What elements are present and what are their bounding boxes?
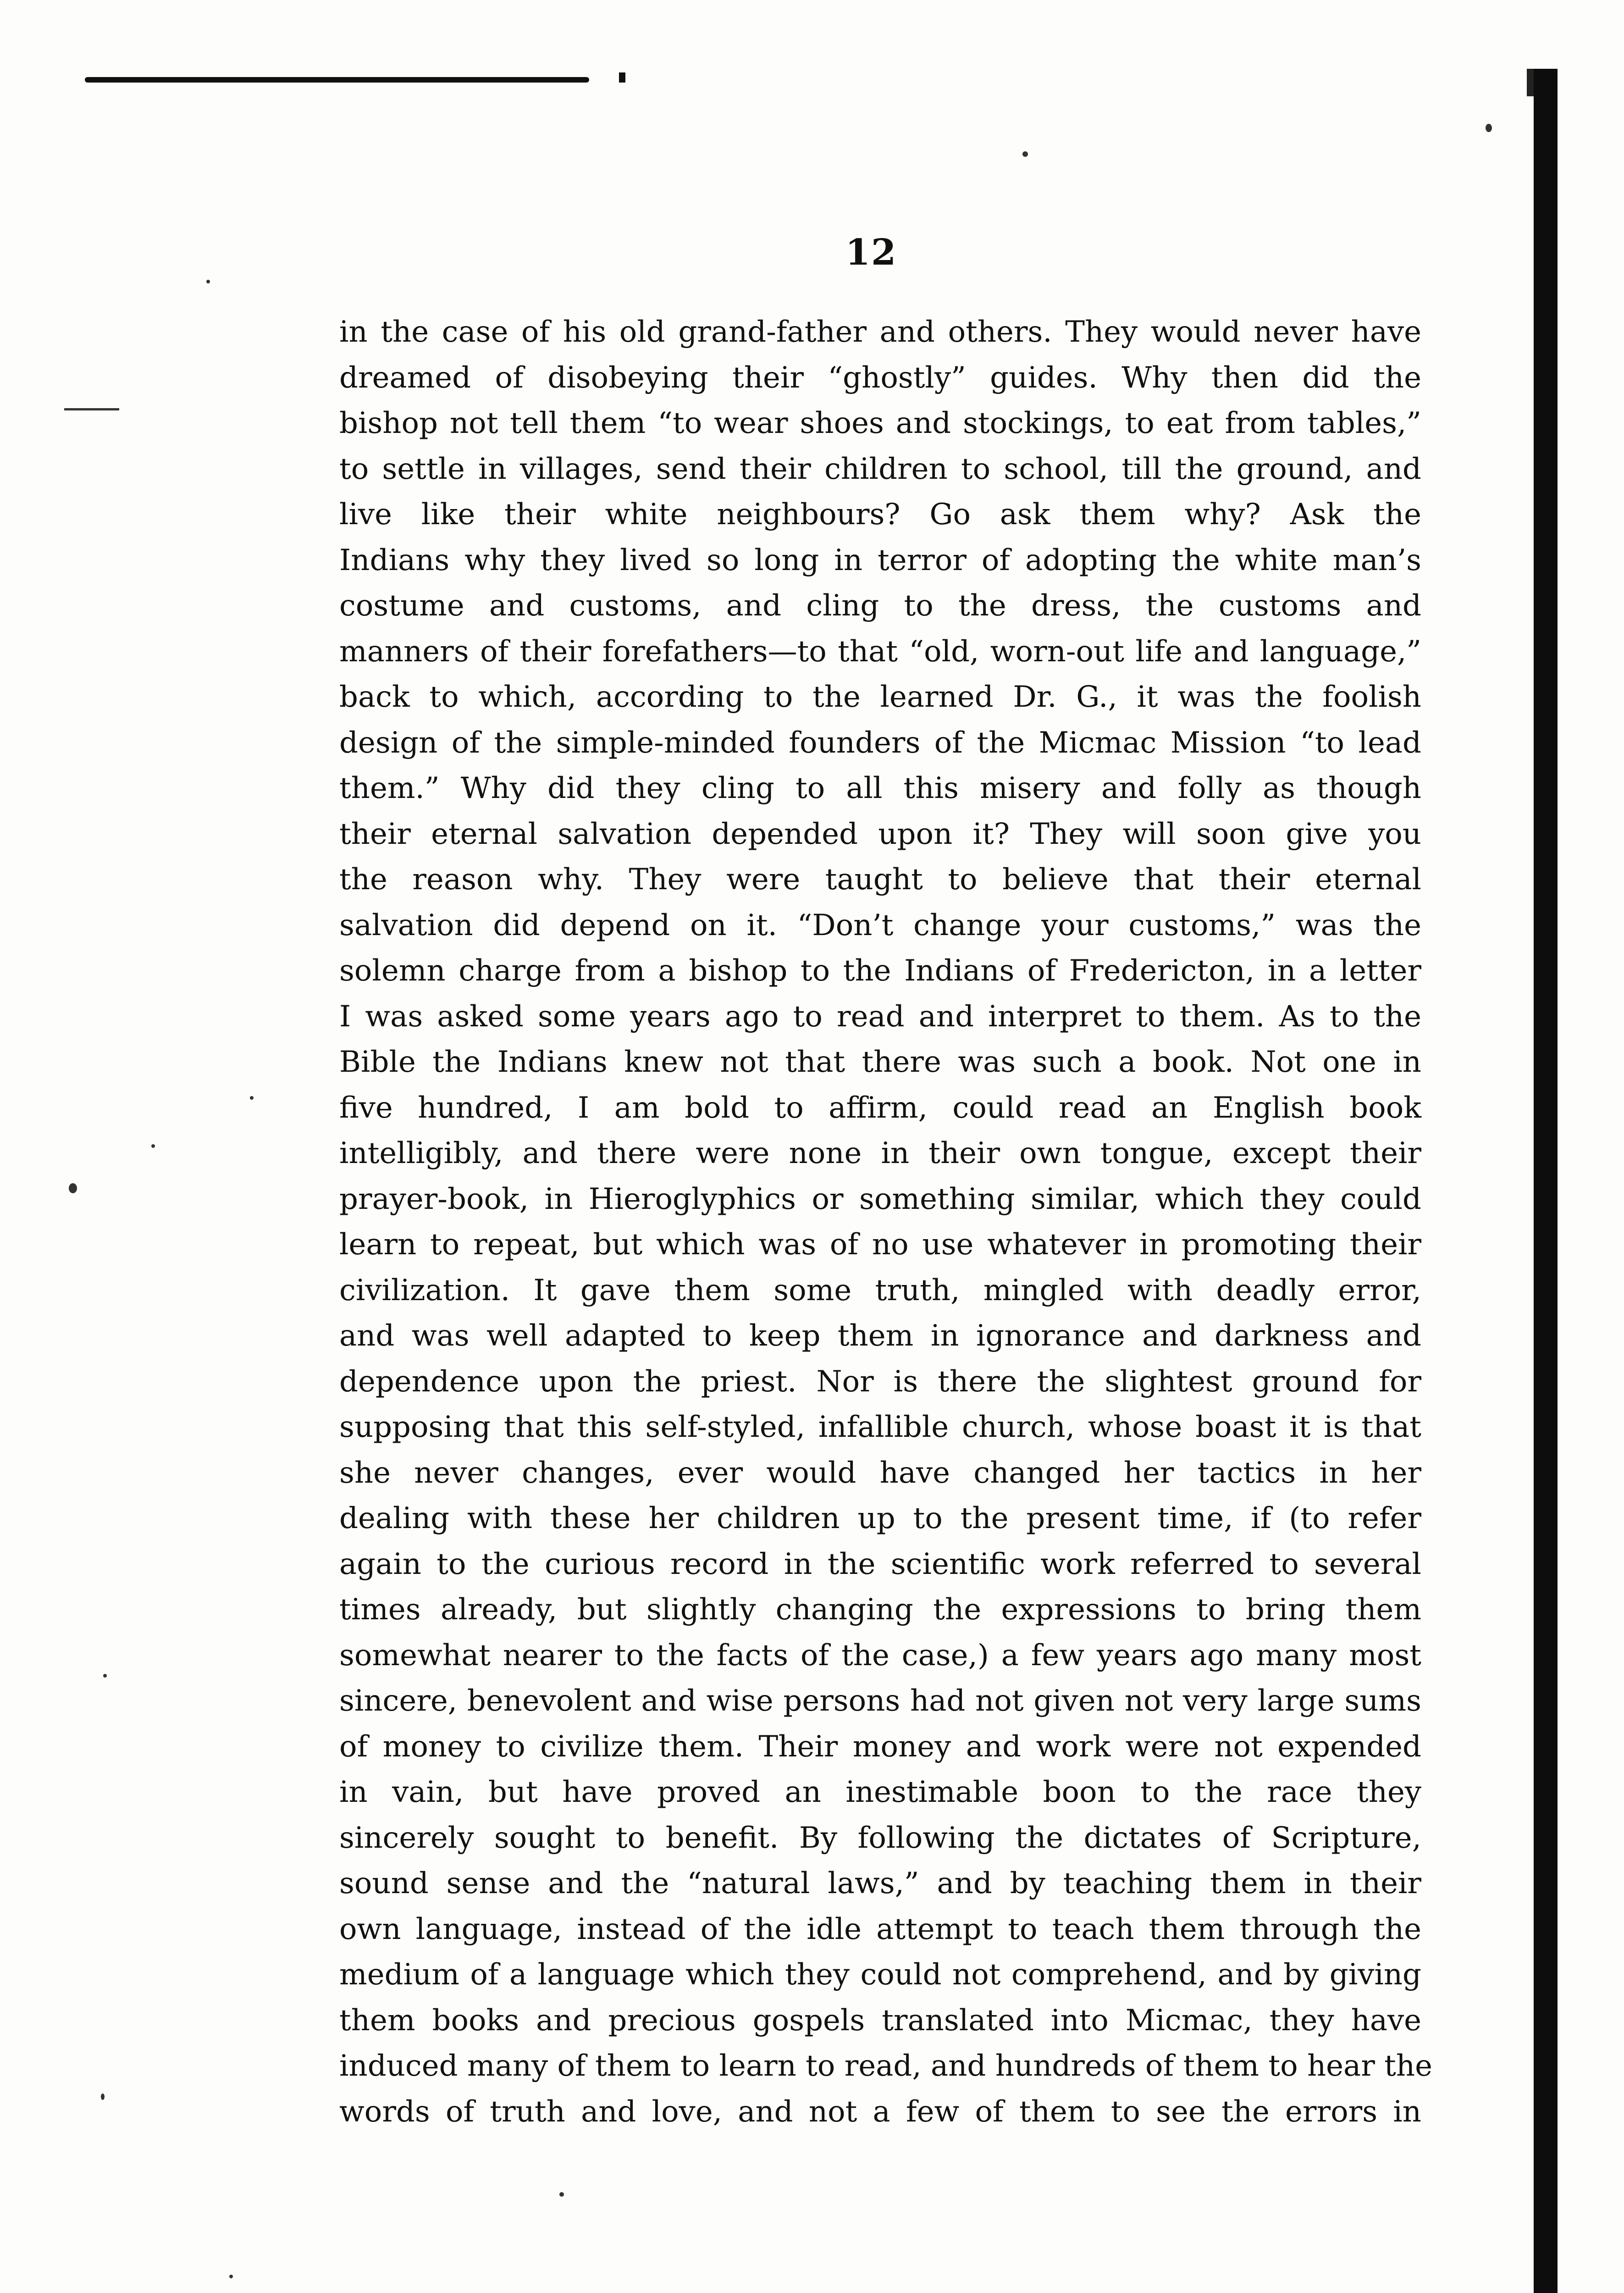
text-line: own language, instead of the idle attempt to teach them through the: [339, 1912, 1421, 1946]
text-line: in vain, but have proved an inestimable boon to the race they: [339, 1775, 1421, 1809]
text-line: induced many of them to learn to read, and hundreds of them to hear the: [339, 2049, 1432, 2083]
text-line: dreamed of disobeying their “ghostly” guides. Why then did the: [339, 360, 1421, 395]
text-line: of money to civilize them. Their money and work were not expended: [339, 1729, 1421, 1764]
page-number: 12: [845, 232, 897, 273]
text-line: solemn charge from a bishop to the Indians of Fredericton, in a letter: [339, 954, 1421, 988]
scan-speck: [103, 1674, 107, 1678]
text-line: times already, but slightly changing the expressions to bring them: [339, 1593, 1421, 1627]
scan-speck: [1486, 124, 1492, 132]
text-line: them.” Why did they cling to all this misery and folly as though: [339, 771, 1421, 805]
text-line: learn to repeat, but which was of no use whatever in promoting their: [339, 1228, 1421, 1262]
top-rule-dot: [619, 72, 625, 83]
scan-speck: [229, 2275, 233, 2278]
text-line: sincerely sought to benefit. By following the dictates of Scripture,: [339, 1821, 1421, 1855]
text-line: I was asked some years ago to read and interpret to them. As to the: [339, 999, 1421, 1034]
text-line: Indians why they lived so long in terror of adopting the white man’s: [339, 543, 1421, 577]
text-line: to settle in villages, send their children to school, till the ground, and: [339, 452, 1421, 486]
scan-speck: [206, 280, 210, 283]
binding-edge: [1527, 69, 1534, 96]
text-line: and was well adapted to keep them in ignorance and darkness and: [339, 1319, 1421, 1353]
text-line: dependence upon the priest. Nor is there the slightest ground for: [339, 1364, 1421, 1399]
scan-speck: [1022, 151, 1028, 157]
text-line: dealing with these her children up to the present time, if (to refer: [339, 1501, 1421, 1535]
text-line: civilization. It gave them some truth, mingled with deadly error,: [339, 1273, 1421, 1307]
scan-speck: [101, 2094, 105, 2100]
text-line: supposing that this self-styled, infallible church, whose boast it is that: [339, 1410, 1421, 1444]
text-line: live like their white neighbours? Go ask them why? Ask the: [339, 498, 1421, 532]
text-line: back to which, according to the learned Dr. G., it was the foolish: [339, 680, 1421, 714]
text-line: prayer-book, in Hieroglyphics or something similar, which they could: [339, 1182, 1421, 1216]
text-line: in the case of his old grand-father and others. They would never have: [339, 315, 1421, 349]
body-text: [339, 310, 1432, 2135]
text-line: design of the simple-minded founders of the Micmac Mission “to lead: [339, 726, 1421, 760]
top-rule: [85, 77, 589, 83]
scan-speck: [559, 2192, 564, 2197]
text-line: bishop not tell them “to wear shoes and stockings, to eat from tables,”: [339, 406, 1421, 440]
scan-speck: [69, 1183, 77, 1193]
text-line: manners of their forefathers—to that “old, worn-out life and language,”: [339, 634, 1421, 669]
scan-speck: [250, 1096, 254, 1100]
text-line: again to the curious record in the scientific work referred to several: [339, 1547, 1421, 1581]
text-line: intelligibly, and there were none in their own tongue, except their: [339, 1136, 1421, 1170]
text-line: five hundred, I am bold to affirm, could read an English book: [339, 1091, 1421, 1125]
text-line: sincere, benevolent and wise persons had not given not very large sums: [339, 1684, 1421, 1718]
text-line: the reason why. They were taught to believe that their eternal: [339, 863, 1421, 897]
text-line: them books and precious gospels translated into Micmac, they have: [339, 2003, 1421, 2038]
text-line: medium of a language which they could not comprehend, and by giving: [339, 1958, 1421, 1992]
text-line: salvation did depend on it. “Don’t change your customs,” was the: [339, 908, 1421, 942]
text-line: somewhat nearer to the facts of the case,) a few years ago many most: [339, 1638, 1421, 1673]
binding-shadow: [1534, 69, 1558, 2293]
text-line: words of truth and love, and not a few of them to see the errors in: [339, 2094, 1421, 2129]
scan-speck: [151, 1144, 155, 1148]
text-line: she never changes, ever would have changed her tactics in her: [339, 1456, 1421, 1490]
text-line: their eternal salvation depended upon it? They will soon give you: [339, 817, 1421, 851]
text-line: Bible the Indians knew not that there was such a book. Not one in: [339, 1045, 1421, 1079]
scan-mark: [64, 408, 119, 410]
text-line: costume and customs, and cling to the dress, the customs and: [339, 589, 1421, 623]
text-line: sound sense and the “natural laws,” and by teaching them in their: [339, 1867, 1421, 1900]
